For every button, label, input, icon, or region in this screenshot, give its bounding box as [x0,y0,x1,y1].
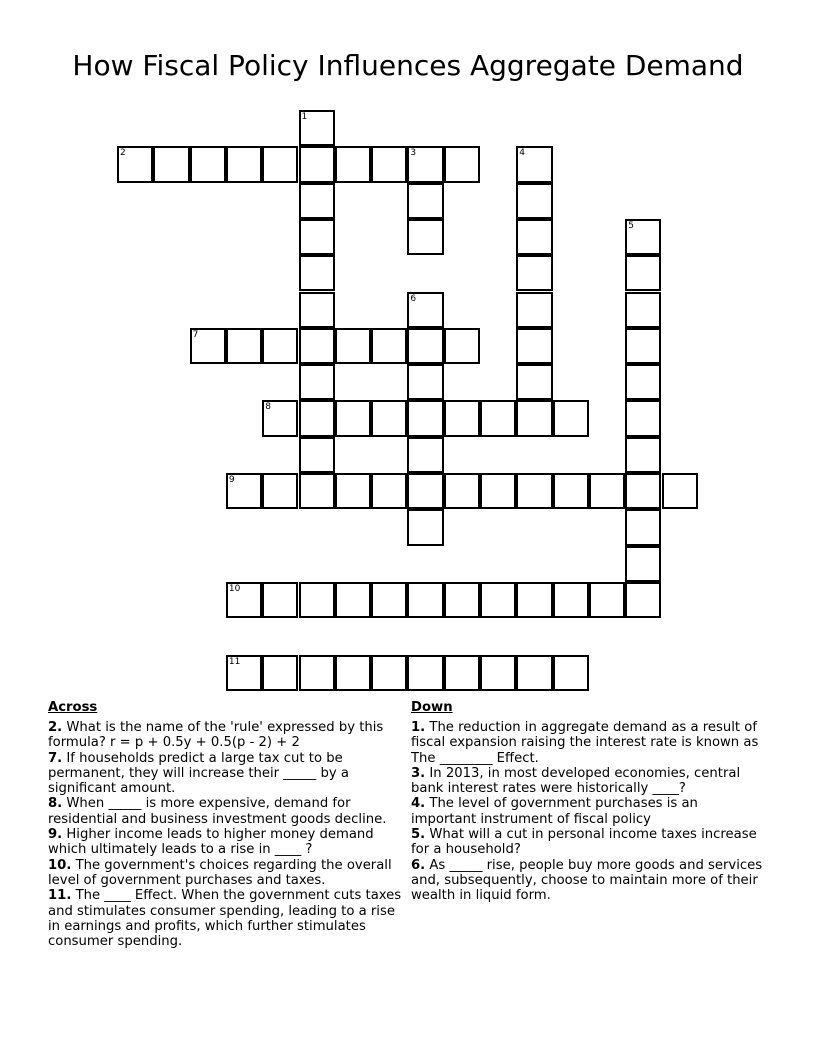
crossword-cell[interactable] [262,655,298,691]
crossword-cell[interactable] [516,219,552,255]
crossword-cell[interactable] [299,582,335,618]
crossword-cell[interactable] [444,400,480,436]
clue-down-5: 5. What will a cut in personal income taxes increase for a household? [411,827,757,858]
crossword-cell[interactable] [262,400,298,436]
clue-across-8: 8. When _____ is more expensive, demand for residential and business investment goods decline. [48,796,387,827]
crossword-cell[interactable] [625,364,661,400]
crossword-cell[interactable] [407,400,443,436]
crossword-cell[interactable] [371,400,407,436]
crossword-cell[interactable] [553,582,589,618]
crossword-cell[interactable] [516,146,552,182]
across-heading: Across [48,700,98,715]
crossword-cell[interactable] [407,146,443,182]
crossword-cell[interactable] [625,400,661,436]
crossword-cell[interactable] [299,183,335,219]
crossword-cell[interactable] [625,509,661,545]
crossword-cell[interactable] [444,655,480,691]
crossword-cell[interactable] [262,473,298,509]
crossword-cell[interactable] [299,219,335,255]
clue-down-1: 1. The reduction in aggregate demand as a result of fiscal expansion raising the interest rate is known as The ________ Effect. [411,720,759,766]
crossword-cell[interactable] [407,582,443,618]
clue-across-2: 2. What is the name of the 'rule' expressed by this formula? r = p + 0.5y + 0.5(p - 2) + 2 [48,720,384,751]
crossword-cell[interactable] [407,183,443,219]
page-title: How Fiscal Policy Influences Aggregate Demand [72,49,744,82]
cell-number: 4 [519,148,526,159]
crossword-cell[interactable] [625,546,661,582]
crossword-cell[interactable] [407,328,443,364]
crossword-cell[interactable] [407,509,443,545]
crossword-cell[interactable] [625,219,661,255]
crossword-cell[interactable] [371,582,407,618]
cell-number: 1 [301,112,308,122]
crossword-cell[interactable] [516,582,552,618]
crossword-cell[interactable] [335,473,371,509]
crossword-cell[interactable] [299,473,335,509]
crossword-cell[interactable] [553,400,589,436]
clue-down-3: 3. In 2013, in most developed economies, central bank interest rates were historically ____? [411,765,741,797]
crossword-cell[interactable] [153,146,189,182]
crossword-cell[interactable] [371,655,407,691]
clue-across-11: 11. The ____ Effect. When the government cuts taxes and stimulates consumer spending, leading to a rise in earnings and profits, which further stimulates consumer spending. [48,888,402,950]
crossword-cell[interactable] [407,364,443,400]
crossword-cell[interactable] [516,655,552,691]
crossword-cell[interactable] [226,328,262,364]
crossword-cell[interactable] [335,582,371,618]
crossword-cell[interactable] [262,328,298,364]
crossword-cell[interactable] [480,473,516,509]
clue-across-10: 10. The government's choices regarding the overall level of government purchases and taxes. [48,857,392,888]
crossword-cell[interactable] [299,400,335,436]
crossword-cell[interactable] [407,219,443,255]
crossword-cell[interactable] [299,655,335,691]
crossword-cell[interactable] [335,146,371,182]
crossword-cell[interactable] [480,400,516,436]
crossword-cell[interactable] [444,582,480,618]
cell-number: 3 [410,148,417,159]
crossword-cell[interactable] [516,473,552,509]
crossword-cell[interactable] [299,437,335,473]
crossword-cell[interactable] [444,473,480,509]
crossword-cell[interactable] [662,473,698,509]
crossword-cell[interactable] [190,146,226,182]
crossword-cell[interactable] [516,400,552,436]
crossword-cell[interactable] [371,146,407,182]
crossword-cell[interactable] [589,582,625,618]
crossword-cell[interactable] [625,255,661,291]
crossword-cell[interactable] [335,328,371,364]
cell-number: 2 [120,148,126,159]
crossword-cell[interactable] [117,146,153,182]
cell-number: 11 [228,656,241,667]
crossword-cell[interactable] [444,146,480,182]
crossword-cell[interactable] [516,328,552,364]
crossword-cell[interactable] [226,655,262,691]
crossword-cell[interactable] [299,292,335,328]
crossword-cell[interactable] [553,655,589,691]
down-clues [411,700,766,904]
crossword-cell[interactable] [407,292,443,328]
crossword-cell[interactable] [589,473,625,509]
crossword-cell[interactable] [516,183,552,219]
crossword-cell[interactable] [299,364,335,400]
crossword-cell[interactable] [516,292,552,328]
crossword-cell[interactable] [407,437,443,473]
crossword-cell[interactable] [262,582,298,618]
crossword-cell[interactable] [299,146,335,182]
crossword-cell[interactable] [444,328,480,364]
down-heading: Down [411,700,453,715]
crossword-cell[interactable] [299,328,335,364]
crossword-cell[interactable] [407,473,443,509]
clue-down-6: 6. As _____ rise, people buy more goods and services and, subsequently, choose to maintain more of their wealth in liquid form. [411,857,763,904]
crossword-cell[interactable] [299,255,335,291]
cell-number: 5 [628,220,634,231]
crossword-cell[interactable] [625,328,661,364]
crossword-cell[interactable] [553,473,589,509]
crossword-cell[interactable] [335,400,371,436]
crossword-cell[interactable] [226,146,262,182]
crossword-cell[interactable] [480,655,516,691]
crossword-cell[interactable] [335,655,371,691]
crossword-cell[interactable] [625,582,661,618]
crossword-cell[interactable] [262,146,298,182]
clue-across-9: 9. Higher income leads to higher money demand which ultimately leads to a rise in ____ ? [48,827,374,858]
cell-number: 6 [410,293,417,304]
across-clues [48,700,403,949]
crossword-cell[interactable] [299,110,335,146]
crossword-cell[interactable] [190,328,226,364]
crossword-cell[interactable] [625,473,661,509]
crossword-cell[interactable] [625,437,661,473]
crossword-cell[interactable] [407,655,443,691]
cell-number: 9 [228,475,235,485]
crossword-cell[interactable] [371,473,407,509]
crossword-cell[interactable] [516,364,552,400]
clue-across-7: 7. If households predict a large tax cut to be permanent, they will increase their _____ by a significant amount. [48,750,349,797]
crossword-cell[interactable] [480,582,516,618]
crossword-cell[interactable] [226,473,262,509]
crossword-cell[interactable] [516,255,552,291]
cell-number: 10 [228,583,241,594]
crossword-cell[interactable] [371,328,407,364]
crossword-cell[interactable] [226,582,262,618]
clue-down-4: 4. The level of government purchases is an important instrument of fiscal policy [411,796,698,827]
cell-number: 8 [265,402,271,413]
cell-number: 7 [192,329,199,340]
crossword-cell[interactable] [625,292,661,328]
